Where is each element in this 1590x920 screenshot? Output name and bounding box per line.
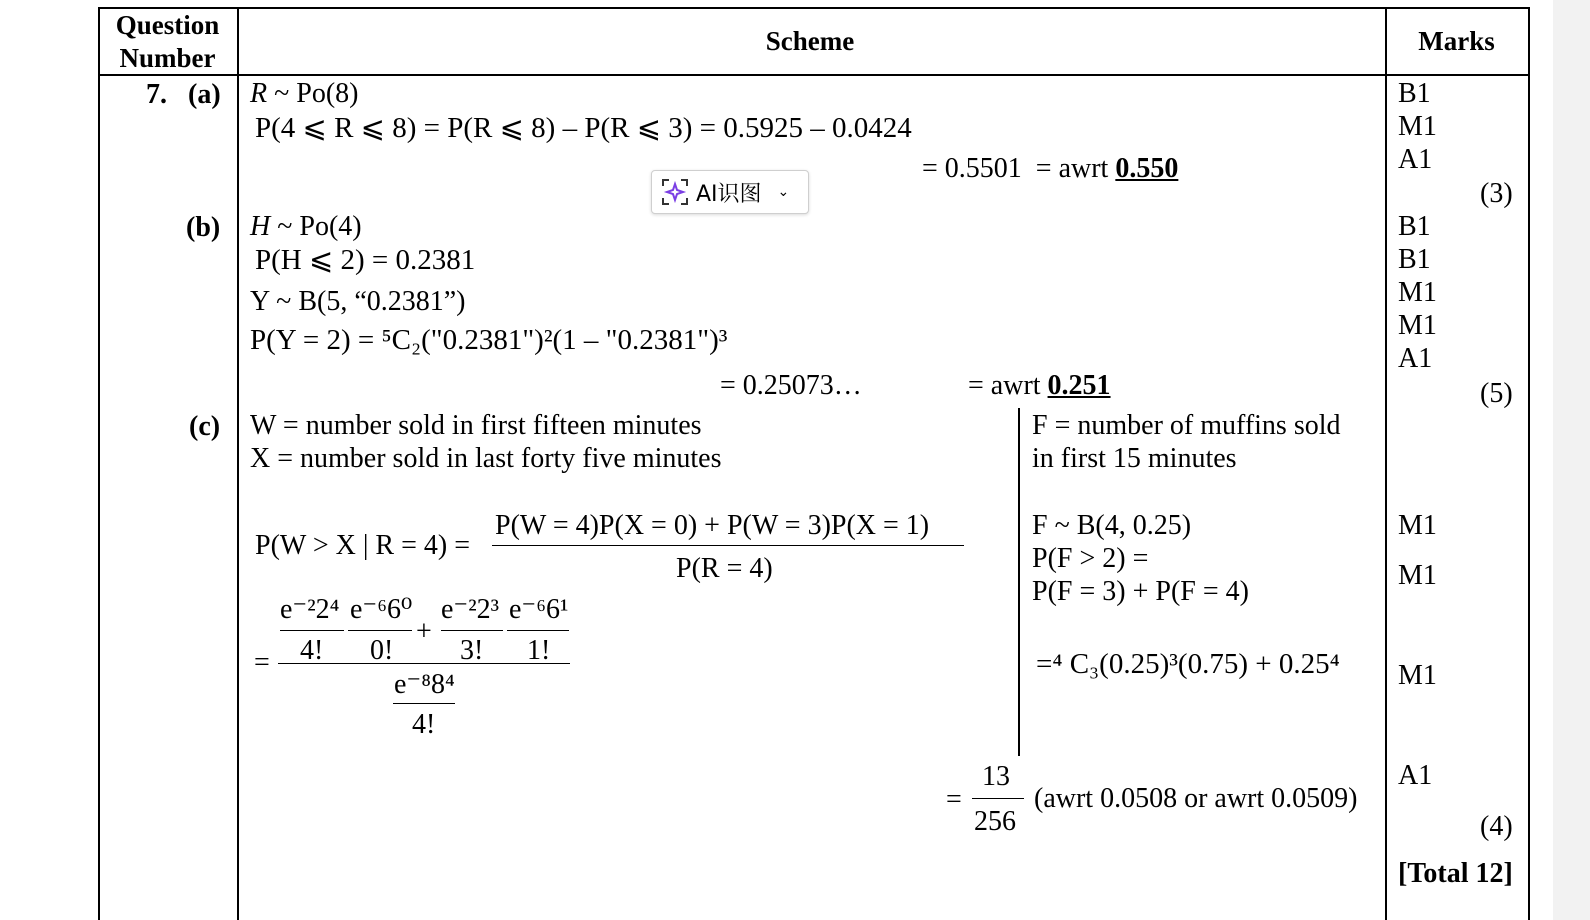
- a-result: = 0.5501 = awrt 0.550: [922, 153, 1179, 184]
- c-term1-den: 4!: [300, 635, 324, 666]
- fraction-bar: [348, 630, 412, 631]
- ai-recognize-button[interactable]: [651, 170, 809, 214]
- b-poisson-prob: P(H ⩽ 2) = 0.2381: [255, 244, 476, 276]
- c-denominator-num: e⁻⁸8⁴: [394, 669, 455, 700]
- mark-b-3: M1: [1398, 277, 1437, 308]
- c-f-prob-line1: P(F > 2) =: [1032, 543, 1149, 574]
- b-result-awrt: = awrt 0.251: [968, 370, 1111, 401]
- fraction-bar: [280, 630, 344, 631]
- fraction-bar: [441, 630, 503, 631]
- c-term3-den: 3!: [460, 635, 484, 666]
- window-scroll-strip: [1553, 0, 1590, 920]
- b-distribution: H ~ Po(4): [250, 211, 362, 242]
- c-f-calculation: =⁴ C₃(0.25)³(0.75) + 0.25⁴: [1036, 648, 1340, 680]
- fraction-bar: [492, 545, 964, 546]
- mark-c-4: A1: [1398, 760, 1433, 791]
- c-equals: =: [254, 647, 270, 678]
- column-divider: [237, 9, 239, 920]
- header-scheme: Scheme: [765, 26, 855, 56]
- part-c-label: (c): [189, 411, 221, 442]
- mark-a-1: B1: [1398, 78, 1431, 109]
- c-final-note: (awrt 0.0508 or awrt 0.0509): [1034, 783, 1358, 814]
- sparkle-scan-icon: [660, 177, 690, 207]
- part-b-label: (b): [186, 212, 221, 243]
- c-f-prob-line2: P(F = 3) + P(F = 4): [1032, 576, 1249, 607]
- c-conditional-lhs: P(W > X | R = 4) =: [255, 530, 471, 561]
- c-conditional-numerator: P(W = 4)P(X = 0) + P(W = 3)P(X = 1): [495, 510, 930, 541]
- fraction-bar: [393, 703, 455, 704]
- header-question-line2: Number: [119, 43, 216, 73]
- c-term4-den: 1!: [527, 635, 551, 666]
- mark-c-total: (4): [1480, 811, 1513, 842]
- c-plus: +: [416, 616, 432, 647]
- c-f-definition-line1: F = number of muffins sold: [1032, 410, 1341, 441]
- b-result-value: = 0.25073…: [720, 370, 862, 401]
- mark-a-2: M1: [1398, 111, 1437, 142]
- mark-b-2: B1: [1398, 244, 1431, 275]
- mark-a-3: A1: [1398, 144, 1433, 175]
- mark-c-1: M1: [1398, 510, 1437, 541]
- c-x-definition: X = number sold in last forty five minutes: [250, 443, 722, 474]
- c-final-numerator: 13: [982, 761, 1010, 792]
- c-final-denominator: 256: [974, 806, 1016, 837]
- column-divider: [1385, 9, 1387, 920]
- header-question-line1: Question: [115, 10, 220, 40]
- a-distribution: R ~ Po(8): [250, 78, 359, 109]
- fraction-bar: [972, 798, 1024, 799]
- mark-b-total: (5): [1480, 378, 1513, 409]
- mark-a-total: (3): [1480, 178, 1513, 209]
- mark-b-1: B1: [1398, 211, 1431, 242]
- b-binomial-dist: Y ~ B(5, “0.2381”): [250, 286, 466, 317]
- c-w-definition: W = number sold in first fifteen minutes: [250, 410, 702, 441]
- mark-b-5: A1: [1398, 343, 1433, 374]
- c-term2-num: e⁻⁶6⁰: [350, 594, 413, 625]
- c-f-distribution: F ~ B(4, 0.25): [1032, 510, 1192, 541]
- c-f-definition-line2: in first 15 minutes: [1032, 443, 1237, 474]
- chevron-down-icon: ⌄: [777, 184, 790, 200]
- c-conditional-denominator: P(R = 4): [676, 553, 773, 584]
- mark-grand-total: [Total 12]: [1398, 858, 1513, 889]
- header-divider: [100, 74, 1528, 76]
- fraction-bar: [507, 630, 569, 631]
- part-a-label: (a): [188, 79, 221, 110]
- ai-recognize-label: AI识图: [696, 181, 762, 207]
- mark-c-3: M1: [1398, 660, 1437, 691]
- c-term4-num: e⁻⁶6¹: [509, 594, 569, 625]
- alternative-method-divider: [1018, 408, 1020, 756]
- c-final-equals: =: [946, 784, 962, 815]
- fraction-bar: [278, 663, 570, 664]
- c-term2-den: 0!: [370, 635, 394, 666]
- mark-b-4: M1: [1398, 310, 1437, 341]
- mark-c-2: M1: [1398, 560, 1437, 591]
- c-denominator-den: 4!: [412, 709, 436, 740]
- c-term3-num: e⁻²2³: [441, 594, 499, 625]
- a-calculation: P(4 ⩽ R ⩽ 8) = P(R ⩽ 8) – P(R ⩽ 3) = 0.5925 – 0.0424: [255, 112, 912, 144]
- b-binomial-calc: P(Y = 2) = ⁵C₂("0.2381")²(1 – "0.2381")³: [250, 324, 728, 356]
- c-term1-num: e⁻²2⁴: [280, 594, 340, 625]
- header-marks: Marks: [1418, 26, 1495, 56]
- question-number: 7.: [146, 79, 167, 110]
